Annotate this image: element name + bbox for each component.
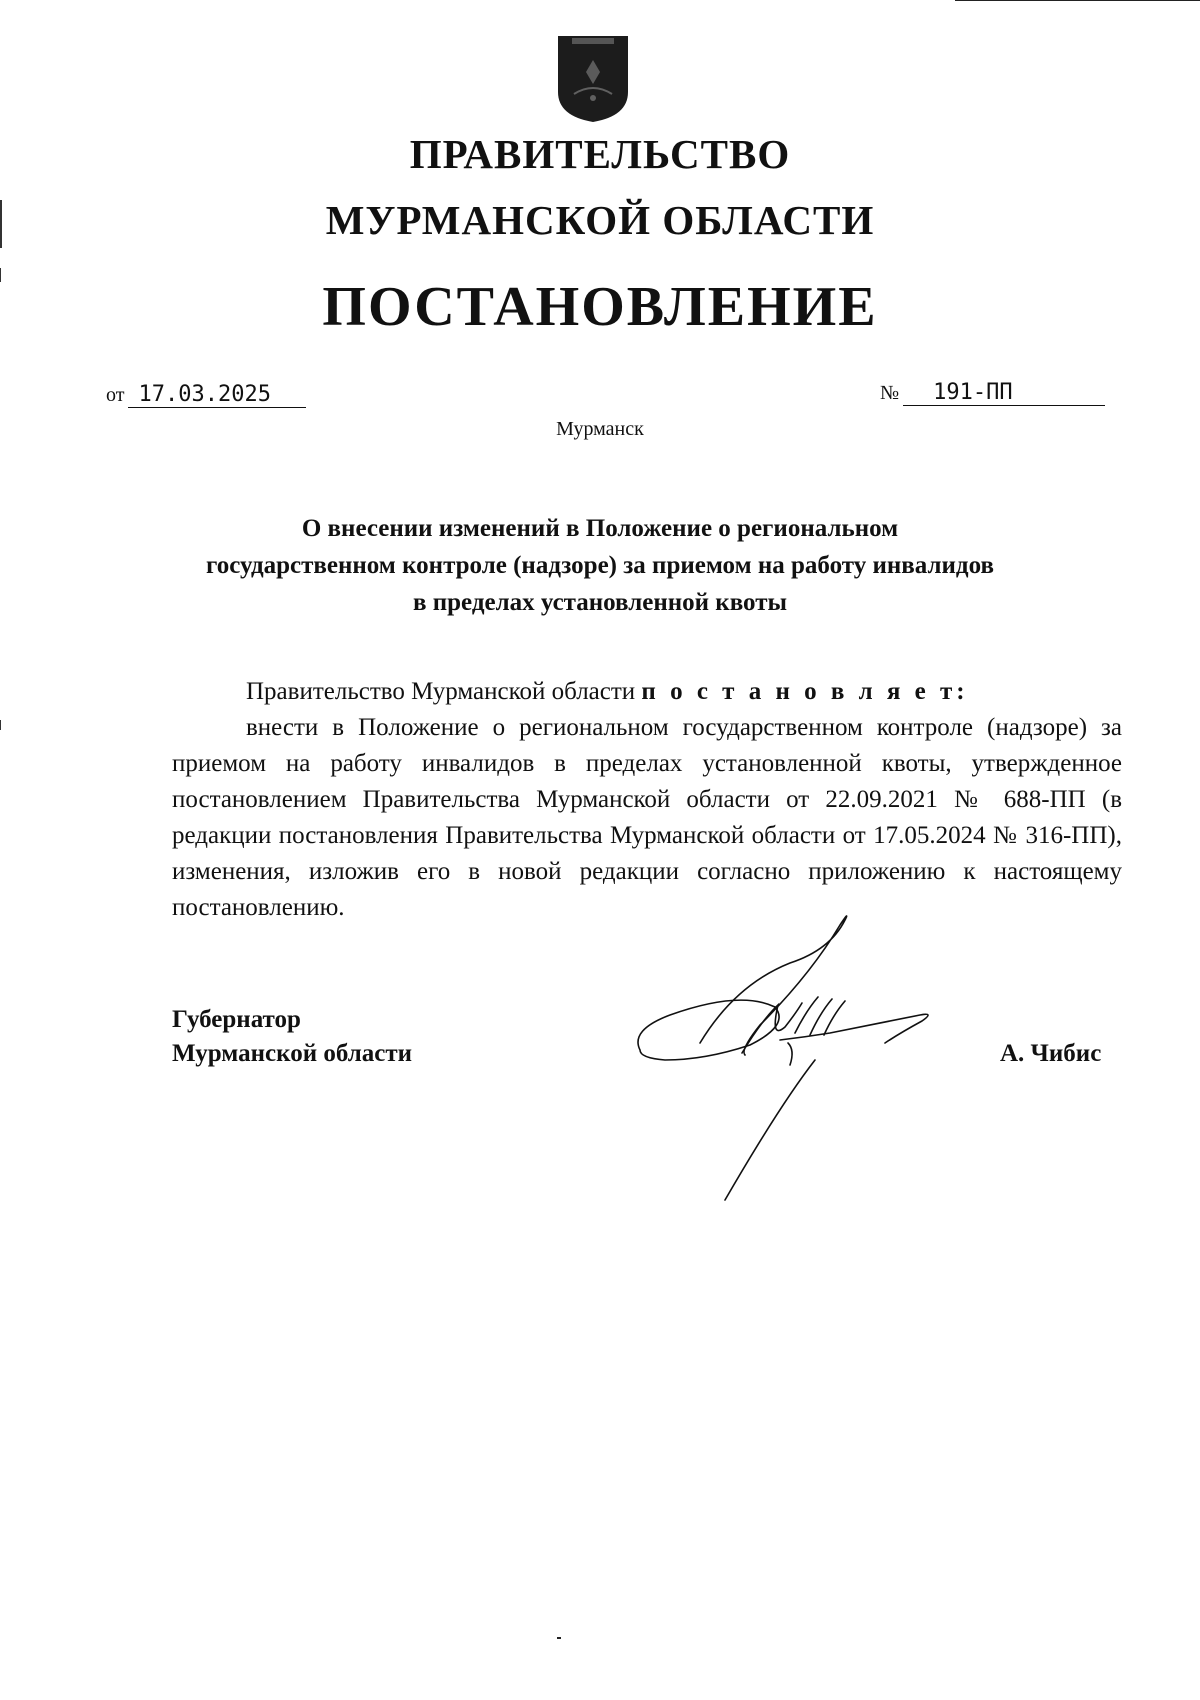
document-number: 191-ПП <box>903 380 1105 406</box>
coat-of-arms-icon <box>552 32 634 124</box>
resolution-text: внести в Положение о региональном государственном контроле (надзоре) за приемом на работу инвалидов в пределах установленной квоты, утвержденное постановлением Правительства Мурманской области от 22.09.2021 № 688-ПП (в редакции постановления Правительства Мурманской области от 17.05.2024 № 316-ПП), изменения, изложив его в новой редакции согласно приложению к настоящему постановлению. <box>172 714 1122 921</box>
signatory-name: А. Чибис <box>1000 1040 1102 1067</box>
city-name: Мурманск <box>556 418 644 440</box>
number-prefix: № <box>880 382 900 404</box>
number-row <box>880 380 1105 406</box>
resolves-text: п о с т а н о в л я е т: <box>641 678 969 705</box>
resolution-intro <box>246 674 969 710</box>
document-type: ПОСТАНОВЛЕНИЕ <box>322 276 878 338</box>
date-row <box>106 382 306 408</box>
org-name-line2: МУРМАНСКОЙ ОБЛАСТИ <box>325 197 875 243</box>
date-prefix: от <box>106 384 125 406</box>
document-date: 17.03.2025 <box>128 382 306 408</box>
signatory-position <box>172 1003 412 1071</box>
position-line: Губернатор <box>172 1006 301 1033</box>
handwritten-signature <box>630 915 950 1220</box>
intro-text: Правительство Мурманской области <box>246 678 636 705</box>
title-line: государственном контроле (надзоре) за приемом на работу инвалидов <box>206 552 994 579</box>
position-line: Мурманской области <box>172 1040 413 1067</box>
document-title <box>0 510 1200 621</box>
title-line: О внесении изменений в Положение о региональном <box>301 515 899 542</box>
scan-top-line <box>955 0 1200 1</box>
title-line: в пределах установленной квоты <box>413 589 787 616</box>
scan-margin-mark <box>0 720 1 730</box>
scan-speck <box>557 1637 561 1639</box>
org-name-line1: ПРАВИТЕЛЬСТВО <box>409 131 791 177</box>
